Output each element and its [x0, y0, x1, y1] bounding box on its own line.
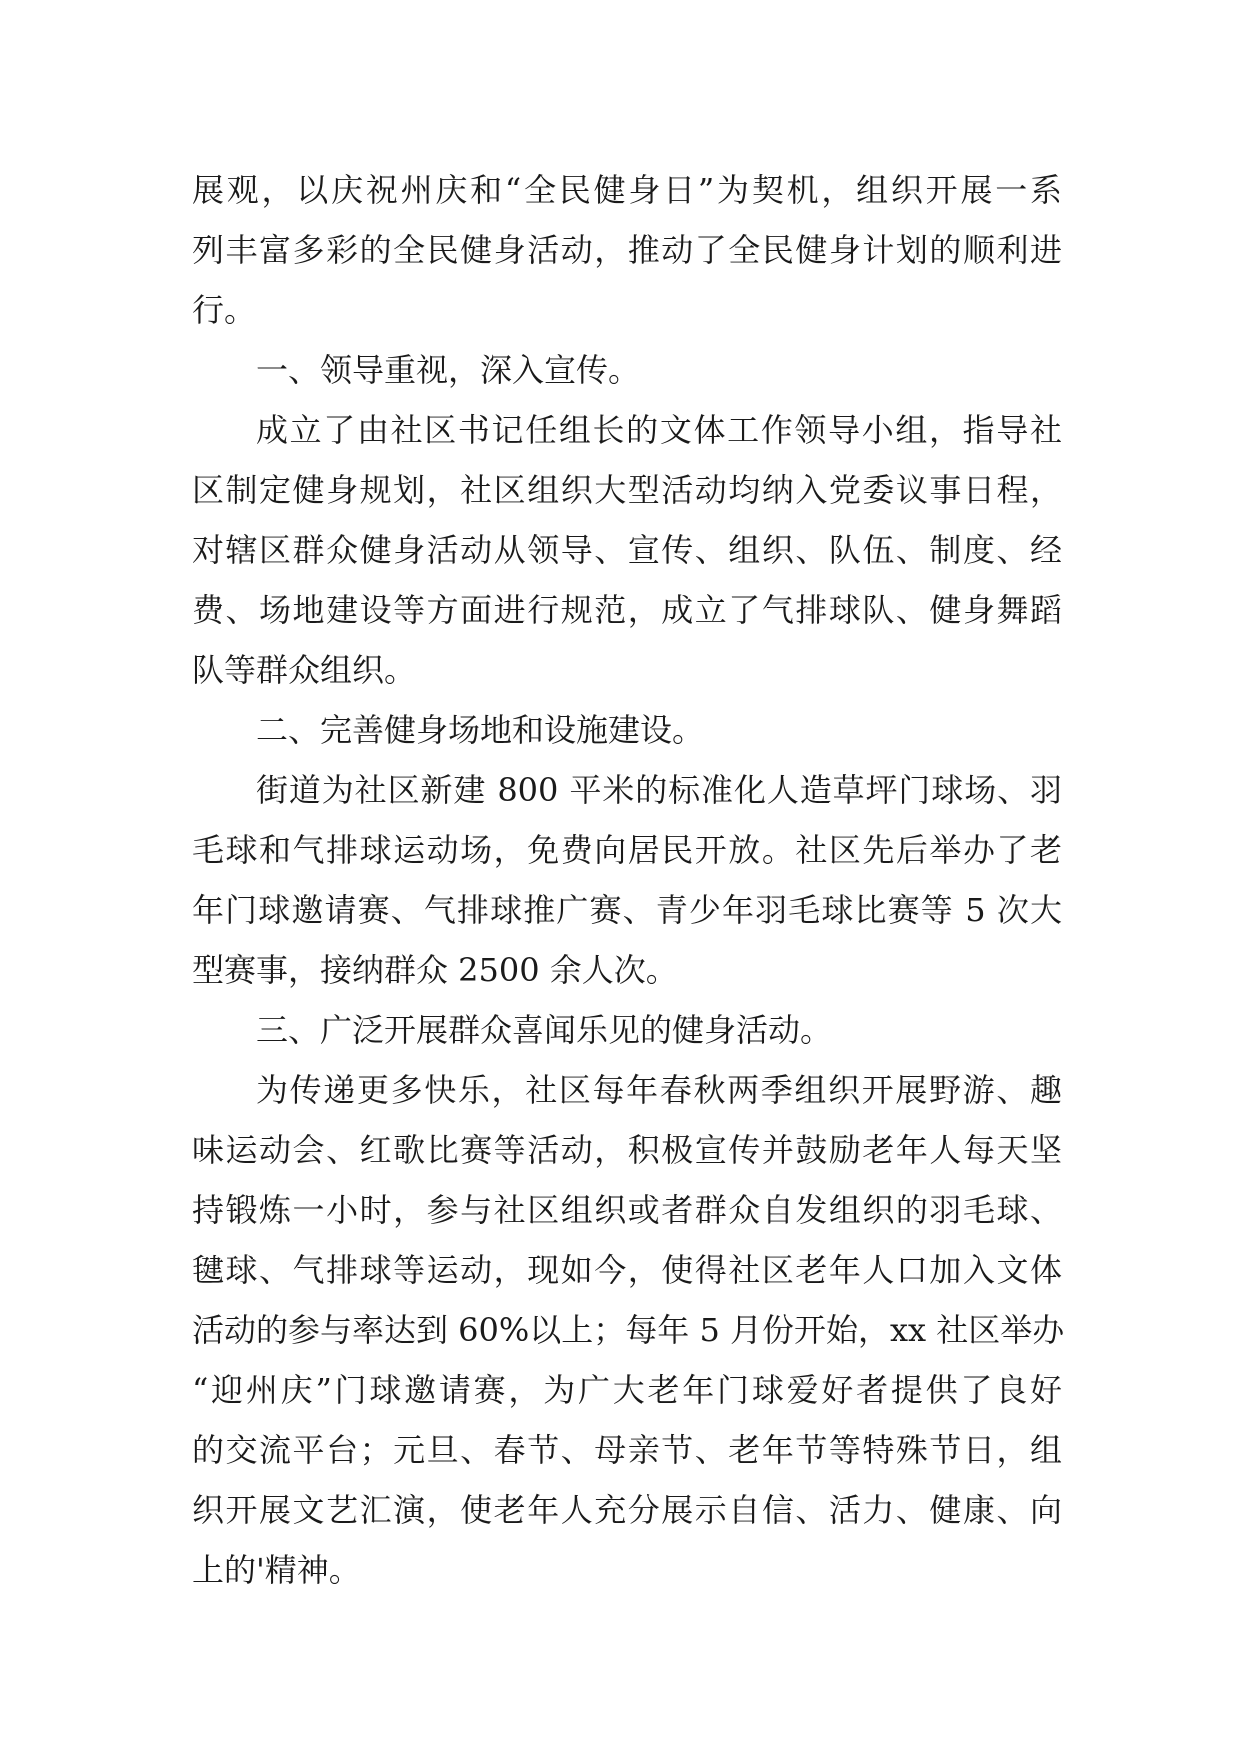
- text-line: 上的'精神。: [192, 1551, 361, 1589]
- text-line: 街道为社区新建 800 平米的标准化人造草坪门球场、羽: [256, 771, 1062, 809]
- text-line: 行。: [192, 291, 257, 329]
- text-line: 区制定健身规划，社区组织大型活动均纳入党委议事日程，: [192, 471, 1062, 509]
- text-line: 毛球和气排球运动场，免费向居民开放。社区先后举办了老: [192, 831, 1062, 869]
- paragraph: [192, 160, 1062, 340]
- text-line: 展观，以庆祝州庆和“全民健身日”为契机，组织开展一系: [192, 171, 1062, 209]
- section-heading: [192, 700, 1062, 760]
- text-line: 年门球邀请赛、气排球推广赛、青少年羽毛球比赛等 5 次大: [192, 891, 1062, 929]
- text-line: 活动的参与率达到 60%以上；每年 5 月份开始，xx 社区举办: [192, 1311, 1065, 1349]
- paragraph: [192, 1060, 1065, 1600]
- text-line: 型赛事，接纳群众 2500 余人次。: [192, 951, 678, 989]
- text-line: 持锻炼一小时，参与社区组织或者群众自发组织的羽毛球、: [192, 1191, 1062, 1229]
- paragraph: [192, 760, 1062, 1000]
- paragraph: [192, 400, 1062, 700]
- text-line: 的交流平台；元旦、春节、母亲节、老年节等特殊节日，组: [192, 1431, 1062, 1469]
- section-heading: [192, 1000, 1062, 1060]
- text-line: 味运动会、红歌比赛等活动，积极宣传并鼓励老年人每天坚: [192, 1131, 1062, 1169]
- text-line: 织开展文艺汇演，使老年人充分展示自信、活力、健康、向: [192, 1491, 1062, 1529]
- text-line: 为传递更多快乐，社区每年春秋两季组织开展野游、趣: [256, 1071, 1062, 1109]
- text-line: 对辖区群众健身活动从领导、宣传、组织、队伍、制度、经: [192, 531, 1062, 569]
- text-line: 费、场地建设等方面进行规范，成立了气排球队、健身舞蹈: [192, 591, 1062, 629]
- document-body: [192, 160, 1065, 1600]
- heading-line: 二、完善健身场地和设施建设。: [256, 711, 705, 749]
- text-line: 成立了由社区书记任组长的文体工作领导小组，指导社: [256, 411, 1062, 449]
- section-heading: [192, 340, 1062, 400]
- text-line: 列丰富多彩的全民健身活动，推动了全民健身计划的顺利进: [192, 231, 1062, 269]
- text-line: 毽球、气排球等运动，现如今，使得社区老年人口加入文体: [192, 1251, 1062, 1289]
- text-line: 队等群众组织。: [192, 651, 417, 689]
- text-line: “迎州庆”门球邀请赛，为广大老年门球爱好者提供了良好: [192, 1371, 1062, 1409]
- heading-line: 三、广泛开展群众喜闻乐见的健身活动。: [256, 1011, 833, 1049]
- heading-line: 一、领导重视，深入宣传。: [256, 351, 641, 389]
